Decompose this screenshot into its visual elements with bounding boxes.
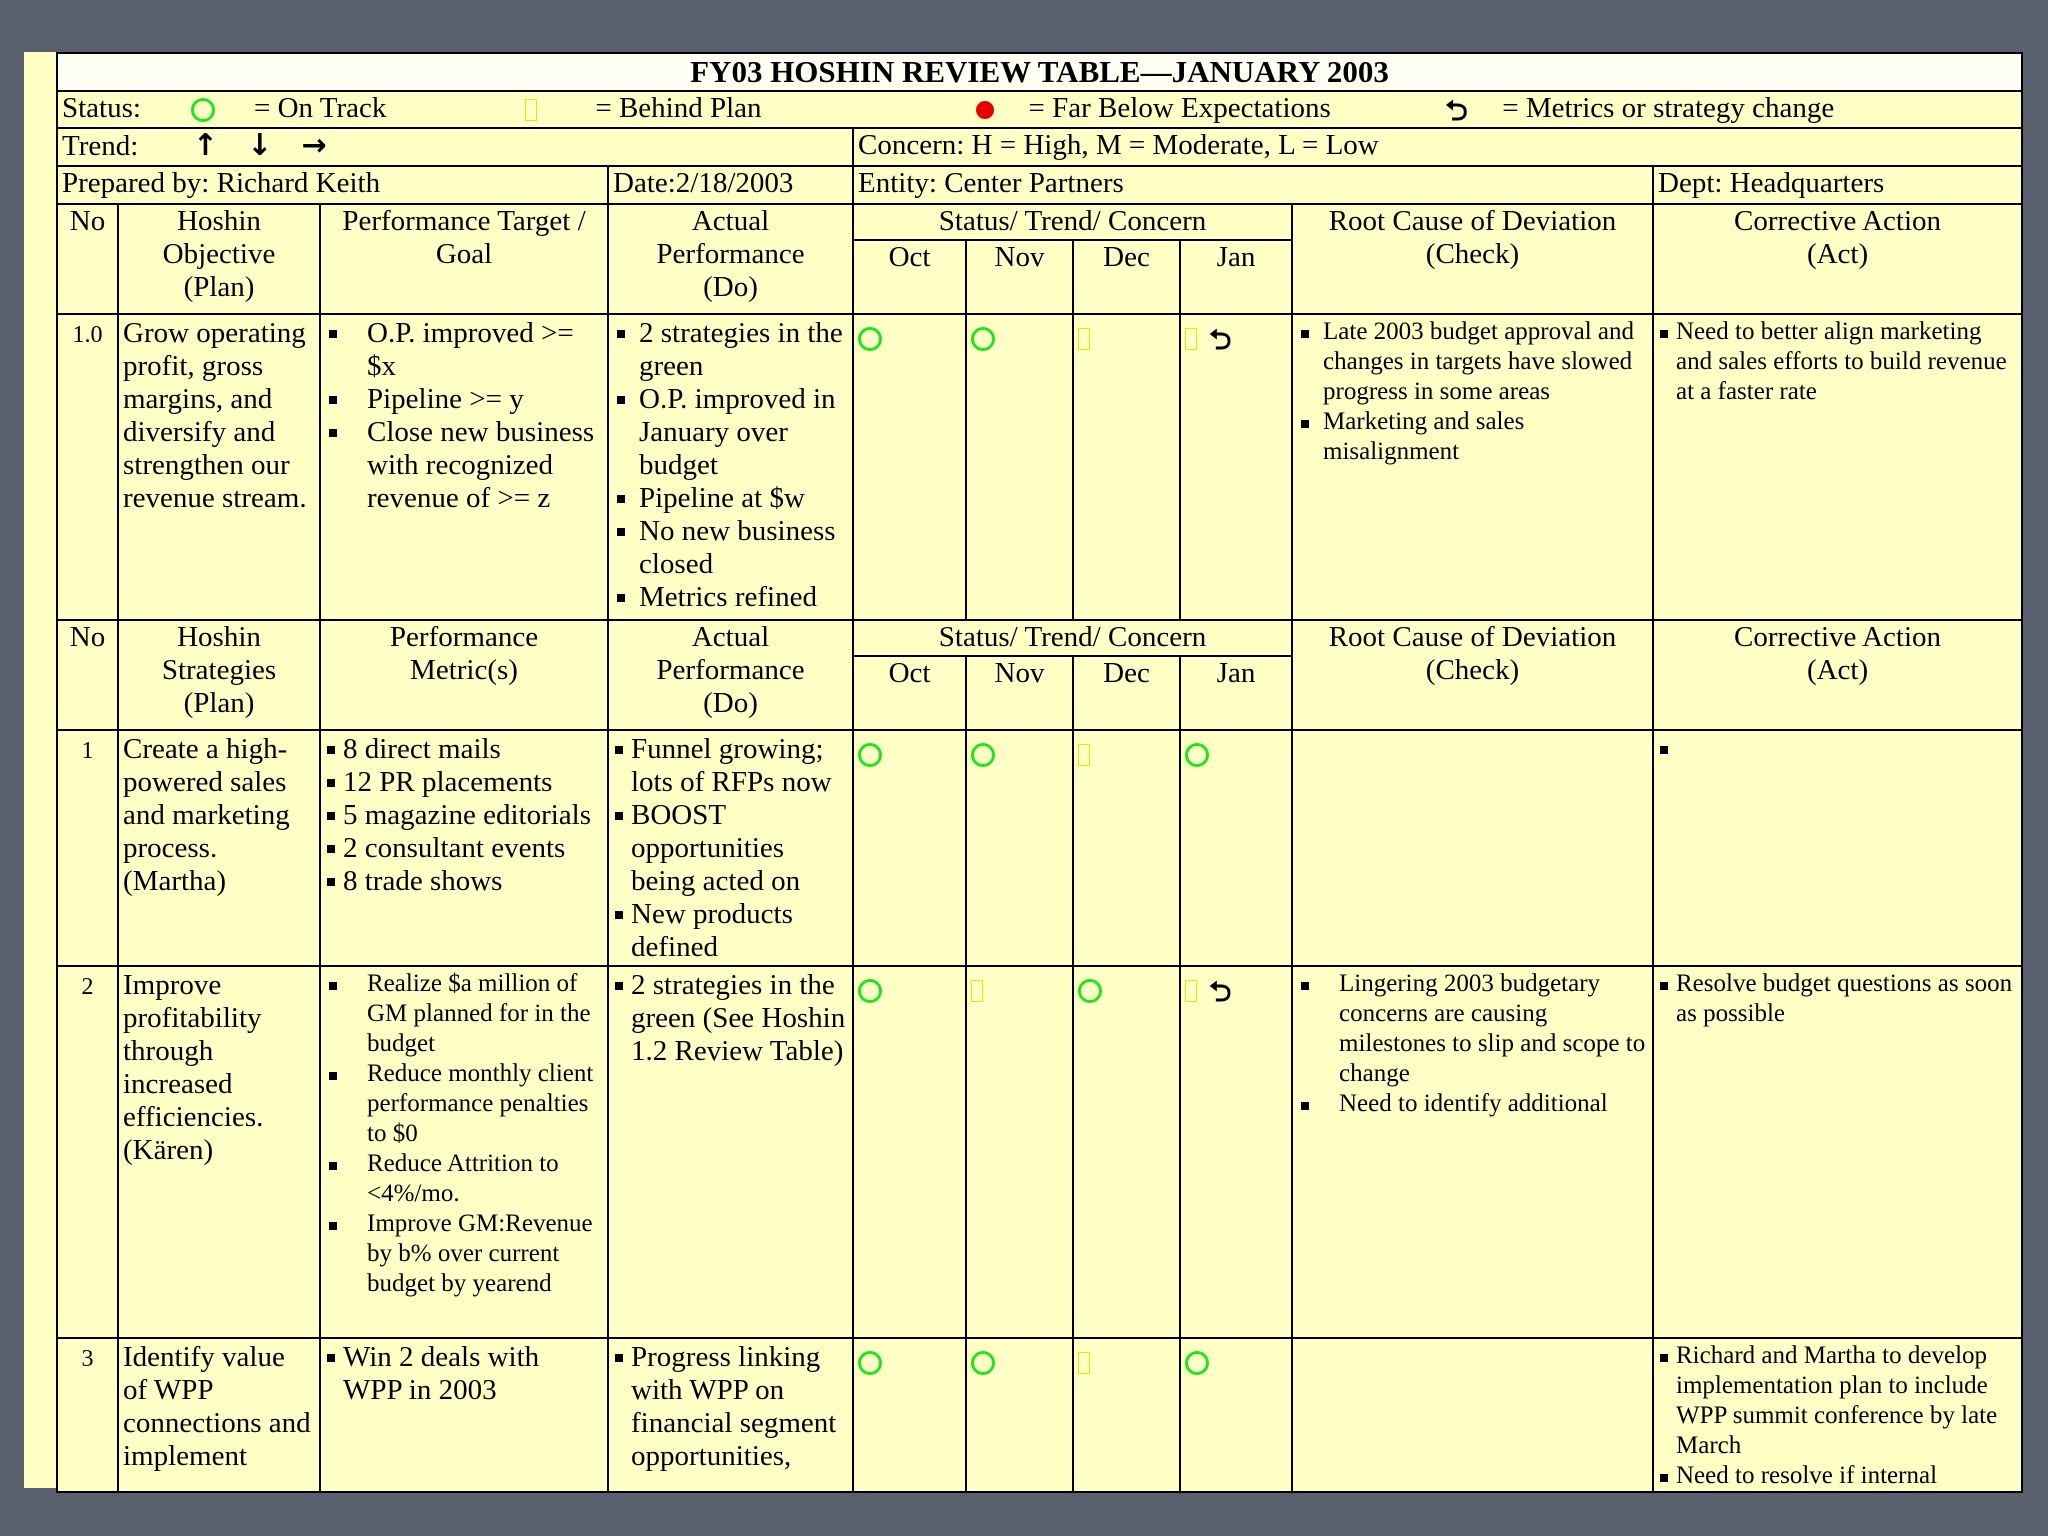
list-item: Funnel growing; lots of RFPs now <box>613 733 848 799</box>
concern-legend: Concern: H = High, M = Moderate, L = Low <box>853 128 2022 166</box>
header-actual-line: (Do) <box>703 271 758 303</box>
hoshin-review-table <box>56 52 2023 1493</box>
list-item: Progress linking with WPP on financial segment opportunities, <box>613 1341 848 1473</box>
status-dec <box>1073 730 1180 966</box>
month-dec: Dec <box>1073 656 1180 730</box>
strategy-text <box>118 730 320 966</box>
strategy-root-cause <box>1292 730 1653 966</box>
strategy-root-cause <box>1292 966 1653 1338</box>
header-corrective-line: (Act) <box>1806 238 1869 270</box>
list-item: Improve GM:Revenue by b% over current budget by yearend <box>325 1209 603 1299</box>
strategy-line: of WPP <box>123 1374 214 1406</box>
change-arrow-icon: ⮌ <box>1445 93 1468 127</box>
department: Dept: Headquarters <box>1653 166 2022 204</box>
strategy-number: 3 <box>57 1338 118 1492</box>
status-nov <box>966 1338 1073 1492</box>
status-oct <box>853 966 966 1338</box>
header2-actual-line: (Do) <box>703 687 758 719</box>
strategy-line: (Kären) <box>123 1134 214 1166</box>
far-below-icon <box>976 101 994 119</box>
objective-actuals <box>608 314 853 620</box>
list-item: Resolve budget questions as soon as possible <box>1658 969 2017 1029</box>
yellow-box-icon <box>1078 744 1090 766</box>
list-item: Marketing and sales misalignment <box>1297 407 1648 467</box>
status-oct <box>853 730 966 966</box>
objective-number: 1.0 <box>57 314 118 620</box>
strategy-actuals <box>608 730 853 966</box>
list-item: Lingering 2003 budgetary concerns are causing milestones to slip and scope to change <box>1297 969 1648 1089</box>
strategy-metrics <box>320 730 608 966</box>
green-circle-icon <box>1185 743 1209 767</box>
header2-strategies <box>118 620 320 730</box>
status-jan <box>1180 1338 1292 1492</box>
green-circle-icon <box>858 1351 882 1375</box>
status-dec <box>1073 966 1180 1338</box>
list-item: Need to resolve if internal <box>1658 1461 2017 1491</box>
header2-corrective-line: Corrective Action <box>1734 621 1942 653</box>
table-title: FY03 HOSHIN REVIEW TABLE—JANUARY 2003 <box>57 53 2022 91</box>
header-no: No <box>57 204 118 314</box>
report-date: Date:2/18/2003 <box>608 166 853 204</box>
header2-root-line: Root Cause of Deviation <box>1328 621 1617 653</box>
strategy-line: Create a high- <box>123 733 288 765</box>
header-actual-line: Performance <box>656 238 805 270</box>
objective-line: revenue stream. <box>123 482 307 514</box>
header2-strategies-line: Strategies <box>161 654 277 686</box>
strategy-line: and marketing <box>123 799 290 831</box>
header2-metric-line: Performance <box>389 621 539 653</box>
strategy-line: connections and <box>123 1407 311 1439</box>
list-item: 5 magazine editorials <box>325 799 603 832</box>
header2-status: Status/ Trend/ Concern <box>853 620 1292 656</box>
strategy-metrics <box>320 966 608 1338</box>
header-objective <box>118 204 320 314</box>
list-item: Metrics refined <box>613 581 848 614</box>
list-item: Close new business with recognized revenue of >= z <box>325 416 603 515</box>
month-oct: Oct <box>853 656 966 730</box>
list-item: Reduce Attrition to <4%/mo. <box>325 1149 603 1209</box>
strategy-line: (Martha) <box>123 865 227 897</box>
strategy-number: 2 <box>57 966 118 1338</box>
header2-actual <box>608 620 853 730</box>
header-objective-line: Objective <box>162 238 276 270</box>
green-circle-icon <box>971 327 995 351</box>
list-item: Pipeline at $w <box>613 482 848 515</box>
month-dec: Dec <box>1073 240 1180 314</box>
header2-actual-line: Performance <box>656 654 805 686</box>
header2-strategies-line: (Plan) <box>183 687 255 719</box>
header2-corrective-line: (Act) <box>1806 654 1869 686</box>
header-corrective-line: Corrective Action <box>1734 205 1942 237</box>
list-item: Pipeline >= y <box>325 383 603 416</box>
status-nov <box>966 730 1073 966</box>
strategy-number: 1 <box>57 730 118 966</box>
strategy-line: profitability <box>123 1002 262 1034</box>
header-target-line: Performance Target / <box>342 205 586 237</box>
header-root-cause <box>1292 204 1653 314</box>
strategy-metrics <box>320 1338 608 1492</box>
list-item: Win 2 deals with WPP in 2003 <box>325 1341 603 1407</box>
strategy-line: efficiencies. <box>123 1101 264 1133</box>
header-root-line: (Check) <box>1425 238 1520 270</box>
yellow-box-icon <box>1185 328 1197 350</box>
objective-corrective <box>1653 314 2022 620</box>
header-root-line: Root Cause of Deviation <box>1328 205 1617 237</box>
strategy-line: powered sales <box>123 766 287 798</box>
strategy-line: implement <box>123 1440 248 1472</box>
status-oct <box>853 1338 966 1492</box>
objective-root-cause <box>1292 314 1653 620</box>
behind-plan-label: = Behind Plan <box>595 92 762 124</box>
strategy-line: increased <box>123 1068 233 1100</box>
status-jan <box>1180 314 1292 620</box>
header2-actual-line: Actual <box>691 621 770 653</box>
header2-metric <box>320 620 608 730</box>
green-circle-icon <box>1185 1351 1209 1375</box>
strategy-line: through <box>123 1035 214 1067</box>
month-jan: Jan <box>1180 240 1292 314</box>
list-item: Late 2003 budget approval and changes in targets have slowed progress in some areas <box>1297 317 1648 407</box>
strategy-line: Identify value <box>123 1341 285 1373</box>
status-legend-label: Status: <box>62 92 141 124</box>
green-circle-icon <box>971 1351 995 1375</box>
status-dec <box>1073 1338 1180 1492</box>
strategy-actuals <box>608 966 853 1338</box>
strategy-root-cause <box>1292 1338 1653 1492</box>
list-item: 2 strategies in the green <box>613 317 848 383</box>
header-corrective <box>1653 204 2022 314</box>
status-jan <box>1180 730 1292 966</box>
list-item: O.P. improved in January over budget <box>613 383 848 482</box>
list-item: No new business closed <box>613 515 848 581</box>
header2-strategies-line: Hoshin <box>177 621 261 653</box>
slide-top-bar <box>0 0 2048 50</box>
change-arrow-icon: ⮌ <box>1209 322 1232 356</box>
trend-label: Trend: <box>62 130 139 162</box>
prepared-by: Prepared by: Richard Keith <box>57 166 608 204</box>
green-circle-icon <box>1078 979 1102 1003</box>
strategy-corrective <box>1653 730 2022 966</box>
objective-line: margins, and <box>123 383 273 415</box>
month-oct: Oct <box>853 240 966 314</box>
objective-line: strengthen our <box>123 449 290 481</box>
list-item: Realize $a million of GM planned for in the budget <box>325 969 603 1059</box>
list-item: 12 PR placements <box>325 766 603 799</box>
header2-root-cause <box>1292 620 1653 730</box>
arrow-up-icon: ↑ <box>192 128 218 163</box>
yellow-box-icon <box>971 980 983 1002</box>
strategy-line: process. <box>123 832 218 864</box>
list-item: 2 consultant events <box>325 832 603 865</box>
month-jan: Jan <box>1180 656 1292 730</box>
yellow-box-icon <box>1185 980 1197 1002</box>
list-item: Need to better align marketing and sales efforts to build revenue at a faster rate <box>1658 317 2017 407</box>
status-nov <box>966 966 1073 1338</box>
header-actual-line: Actual <box>691 205 770 237</box>
list-item: Richard and Martha to develop implementation plan to include WPP summit conference by late March <box>1658 1341 2017 1461</box>
list-item: 8 direct mails <box>325 733 603 766</box>
behind-plan-icon <box>525 99 537 121</box>
list-item: New products defined <box>613 898 848 964</box>
green-circle-icon <box>971 743 995 767</box>
change-arrow-icon: ⮌ <box>1209 974 1232 1008</box>
list-item: BOOST opportunities being acted on <box>613 799 848 898</box>
strategy-text <box>118 966 320 1338</box>
header-target-line: Goal <box>435 238 493 270</box>
strategy-actuals <box>608 1338 853 1492</box>
green-circle-icon <box>858 743 882 767</box>
green-circle-icon <box>858 979 882 1003</box>
status-jan <box>1180 966 1292 1338</box>
header2-corrective <box>1653 620 2022 730</box>
header-status: Status/ Trend/ Concern <box>853 204 1292 240</box>
objective-line: Grow operating <box>123 317 306 349</box>
list-item: Reduce monthly client performance penalties to $0 <box>325 1059 603 1149</box>
header2-no: No <box>57 620 118 730</box>
on-track-icon <box>191 98 215 122</box>
metrics-change-label: = Metrics or strategy change <box>1502 92 1835 124</box>
header2-root-line: (Check) <box>1425 654 1520 686</box>
objective-targets <box>320 314 608 620</box>
yellow-box-icon <box>1078 1352 1090 1374</box>
objective-line: profit, gross <box>123 350 264 382</box>
strategy-corrective <box>1653 966 2022 1338</box>
status-legend <box>57 91 2022 128</box>
arrow-down-icon: ↓ <box>247 128 273 163</box>
arrow-right-icon: → <box>301 128 327 163</box>
header-objective-line: Hoshin <box>177 205 261 237</box>
far-below-label: = Far Below Expectations <box>1028 92 1331 124</box>
status-oct <box>853 314 966 620</box>
objective-text <box>118 314 320 620</box>
green-circle-icon <box>858 327 882 351</box>
strategy-line: Improve <box>123 969 222 1001</box>
list-item: 2 strategies in the green (See Hoshin 1.2 Review Table) <box>613 969 848 1068</box>
header2-metric-line: Metric(s) <box>410 654 518 686</box>
objective-line: diversify and <box>123 416 276 448</box>
month-nov: Nov <box>966 656 1073 730</box>
entity: Entity: Center Partners <box>853 166 1653 204</box>
list-item: O.P. improved >= $x <box>325 317 603 383</box>
trend-legend <box>57 128 853 166</box>
month-nov: Nov <box>966 240 1073 314</box>
strategy-text <box>118 1338 320 1492</box>
list-item: 8 trade shows <box>325 865 603 898</box>
status-nov <box>966 314 1073 620</box>
list-item: Need to identify additional <box>1297 1089 1648 1119</box>
header-actual <box>608 204 853 314</box>
header-objective-line: (Plan) <box>183 271 255 303</box>
status-dec <box>1073 314 1180 620</box>
header-target <box>320 204 608 314</box>
yellow-box-icon <box>1078 328 1090 350</box>
on-track-label: = On Track <box>253 92 387 124</box>
strategy-corrective <box>1653 1338 2022 1492</box>
